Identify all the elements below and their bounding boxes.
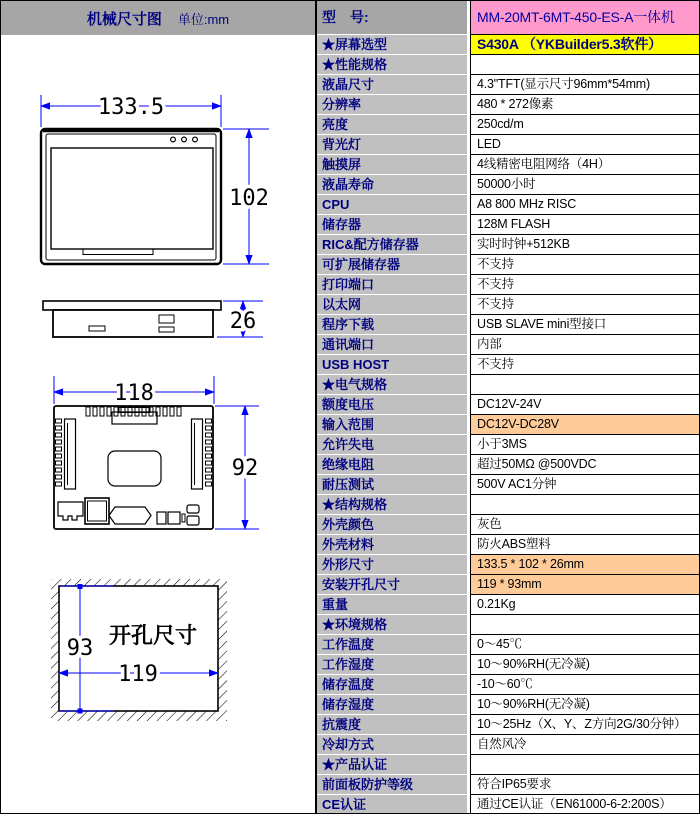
spec-value: 500V AC1分钟 bbox=[470, 475, 699, 495]
spec-row bbox=[317, 35, 699, 55]
spec-row bbox=[317, 295, 699, 315]
spec-value bbox=[470, 375, 699, 395]
cutout-view-drawing bbox=[51, 579, 227, 721]
spec-row bbox=[317, 795, 699, 814]
spec-row bbox=[317, 455, 699, 475]
spec-row bbox=[317, 535, 699, 555]
dimension-drawings bbox=[1, 35, 315, 813]
spec-label: ★环境规格 bbox=[317, 615, 467, 635]
spec-label: 储存湿度 bbox=[317, 695, 467, 715]
spec-label: 允许失电 bbox=[317, 435, 467, 455]
spec-value: -10～60℃ bbox=[470, 675, 699, 695]
spec-row bbox=[317, 95, 699, 115]
spec-label: 外壳颜色 bbox=[317, 515, 467, 535]
front-view-drawing bbox=[41, 95, 269, 264]
spec-row bbox=[317, 335, 699, 355]
spec-label: 触摸屏 bbox=[317, 155, 467, 175]
spec-row bbox=[317, 135, 699, 155]
spec-value: 通过CE认证（EN61000-6-2:200S） bbox=[470, 795, 699, 814]
rear-view-drawing bbox=[54, 376, 259, 529]
drawing-pane bbox=[1, 35, 315, 813]
spec-row bbox=[317, 315, 699, 335]
spec-label: 背光灯 bbox=[317, 135, 467, 155]
spec-value: 133.5 * 102 * 26mm bbox=[470, 555, 699, 575]
spec-value: 自然风冷 bbox=[470, 735, 699, 755]
spec-label: 亮度 bbox=[317, 115, 467, 135]
spec-value: 超过50MΩ @500VDC bbox=[470, 455, 699, 475]
spec-value: S430A （YKBuilder5.3软件） bbox=[470, 35, 699, 55]
spec-row bbox=[317, 555, 699, 575]
spec-row bbox=[317, 155, 699, 175]
spec-label: ★电气规格 bbox=[317, 375, 467, 395]
spec-row bbox=[317, 195, 699, 215]
spec-label: 安装开孔尺寸 bbox=[317, 575, 467, 595]
spec-label: 液晶尺寸 bbox=[317, 75, 467, 95]
side-depth-dimension: 26 bbox=[229, 309, 257, 334]
spec-value bbox=[470, 55, 699, 75]
spec-label: 分辨率 bbox=[317, 95, 467, 115]
spec-row bbox=[317, 715, 699, 735]
spec-row bbox=[317, 395, 699, 415]
spec-value: 灰色 bbox=[470, 515, 699, 535]
cutout-width-dimension: 119 bbox=[118, 662, 158, 687]
spec-value: USB SLAVE mini型接口 bbox=[470, 315, 699, 335]
model-row bbox=[317, 1, 699, 35]
spec-value: DC12V-24V bbox=[470, 395, 699, 415]
spec-row bbox=[317, 435, 699, 455]
spec-label: 以太网 bbox=[317, 295, 467, 315]
spec-label: ★结构规格 bbox=[317, 495, 467, 515]
spec-label: ★性能规格 bbox=[317, 55, 467, 75]
spec-row bbox=[317, 115, 699, 135]
spec-row bbox=[317, 275, 699, 295]
spec-label: 可扩展储存器 bbox=[317, 255, 467, 275]
spec-value: 不支持 bbox=[470, 355, 699, 375]
spec-row bbox=[317, 735, 699, 755]
spec-value: 防火ABS塑料 bbox=[470, 535, 699, 555]
spec-row bbox=[317, 255, 699, 275]
spec-label: 程序下载 bbox=[317, 315, 467, 335]
spec-value bbox=[470, 755, 699, 775]
spec-value: 0～45℃ bbox=[470, 635, 699, 655]
spec-label: USB HOST bbox=[317, 355, 467, 375]
spec-label: 耐压测试 bbox=[317, 475, 467, 495]
spec-value bbox=[470, 615, 699, 635]
spec-table bbox=[317, 35, 699, 814]
spec-value: LED bbox=[470, 135, 699, 155]
spec-row bbox=[317, 415, 699, 435]
spec-value: 119 * 93mm bbox=[470, 575, 699, 595]
spec-row bbox=[317, 615, 699, 635]
spec-label: 冷却方式 bbox=[317, 735, 467, 755]
spec-row bbox=[317, 235, 699, 255]
spec-table-pane bbox=[315, 1, 699, 813]
spec-value: 10～90%RH(无冷凝) bbox=[470, 695, 699, 715]
spec-row bbox=[317, 775, 699, 795]
spec-value: 10～25Hz（X、Y、Z方向2G/30分钟） bbox=[470, 715, 699, 735]
model-value: MM-20MT-6MT-450-ES-A一体机 bbox=[470, 1, 699, 35]
spec-value: 4线精密电阻网络（4H） bbox=[470, 155, 699, 175]
spec-value: 480 * 272像素 bbox=[470, 95, 699, 115]
spec-label: 储存器 bbox=[317, 215, 467, 235]
spec-label: 额度电压 bbox=[317, 395, 467, 415]
spec-value: 128M FLASH bbox=[470, 215, 699, 235]
spec-row bbox=[317, 355, 699, 375]
model-label: 型 号: bbox=[317, 1, 467, 35]
spec-row bbox=[317, 375, 699, 395]
spec-value: 实时时钟+512KB bbox=[470, 235, 699, 255]
spec-label: 输入范围 bbox=[317, 415, 467, 435]
spec-row bbox=[317, 575, 699, 595]
drawing-title: 机械尺寸图 bbox=[86, 10, 162, 28]
cutout-height-dimension: 93 bbox=[66, 636, 94, 661]
spec-label: 工作温度 bbox=[317, 635, 467, 655]
spec-label: RIC&配方储存器 bbox=[317, 235, 467, 255]
spec-value: 4.3"TFT(显示尺寸96mm*54mm) bbox=[470, 75, 699, 95]
spec-value: 不支持 bbox=[470, 275, 699, 295]
spec-label: 通讯端口 bbox=[317, 335, 467, 355]
spec-row bbox=[317, 635, 699, 655]
side-view-drawing bbox=[43, 301, 263, 337]
spec-value: 不支持 bbox=[470, 295, 699, 315]
spec-value: 符合IP65要求 bbox=[470, 775, 699, 795]
spec-value: 0.21Kg bbox=[470, 595, 699, 615]
spec-row bbox=[317, 675, 699, 695]
spec-label: 工作湿度 bbox=[317, 655, 467, 675]
spec-label: 液晶寿命 bbox=[317, 175, 467, 195]
spec-value: A8 800 MHz RISC bbox=[470, 195, 699, 215]
spec-row bbox=[317, 55, 699, 75]
spec-row bbox=[317, 655, 699, 675]
spec-value: 250cd/m bbox=[470, 115, 699, 135]
spec-label: 外形尺寸 bbox=[317, 555, 467, 575]
spec-label: ★产品认证 bbox=[317, 755, 467, 775]
spec-label: 重量 bbox=[317, 595, 467, 615]
spec-label: CPU bbox=[317, 195, 467, 215]
rear-height-dimension: 92 bbox=[231, 456, 259, 481]
spec-value: DC12V-DC28V bbox=[470, 415, 699, 435]
spec-value bbox=[470, 495, 699, 515]
spec-row bbox=[317, 595, 699, 615]
front-height-dimension: 102 bbox=[229, 186, 269, 211]
spec-row bbox=[317, 215, 699, 235]
spec-label: CE认证 bbox=[317, 795, 467, 814]
spec-value: 10～90%RH(无冷凝) bbox=[470, 655, 699, 675]
spec-value: 50000小时 bbox=[470, 175, 699, 195]
spec-row bbox=[317, 515, 699, 535]
spec-value: 小于3MS bbox=[470, 435, 699, 455]
spec-label: 绝缘电阻 bbox=[317, 455, 467, 475]
front-width-dimension: 133.5 bbox=[97, 95, 165, 120]
spec-label: 前面板防护等级 bbox=[317, 775, 467, 795]
spec-label: 储存温度 bbox=[317, 675, 467, 695]
spec-label: 打印端口 bbox=[317, 275, 467, 295]
spec-label: 外壳材料 bbox=[317, 535, 467, 555]
spec-row bbox=[317, 755, 699, 775]
spec-row bbox=[317, 695, 699, 715]
spec-row bbox=[317, 495, 699, 515]
drawing-unit-label: 单位:mm bbox=[177, 11, 230, 27]
spec-row bbox=[317, 175, 699, 195]
spec-label: ★屏幕选型 bbox=[317, 35, 467, 55]
spec-value: 不支持 bbox=[470, 255, 699, 275]
spec-label: 抗震度 bbox=[317, 715, 467, 735]
rear-width-dimension: 118 bbox=[114, 381, 154, 406]
mechanical-drawing-header bbox=[1, 1, 315, 35]
cutout-title: 开孔尺寸 bbox=[108, 623, 198, 648]
spec-row bbox=[317, 475, 699, 495]
spec-row bbox=[317, 75, 699, 95]
spec-value: 内部 bbox=[470, 335, 699, 355]
